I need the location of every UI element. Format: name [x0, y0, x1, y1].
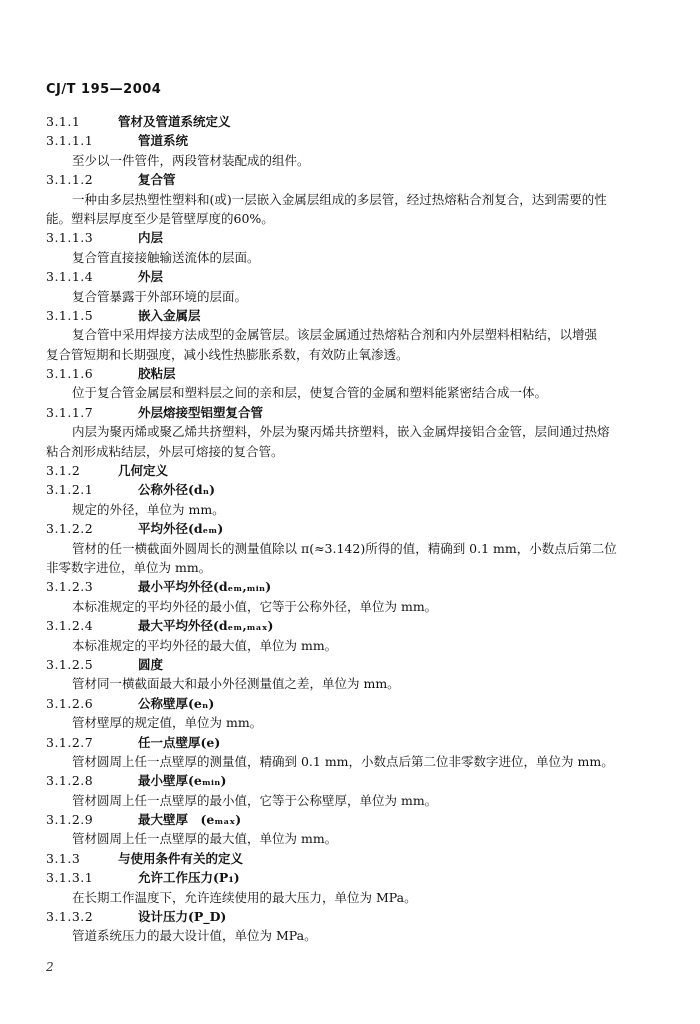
clause-title: 内层 — [138, 230, 164, 246]
clause-number: 3.1.2.7 — [46, 734, 94, 750]
clause-number: 3.1.1.7 — [46, 404, 94, 420]
clause-heading — [46, 771, 656, 790]
clause-body: 管材圆周上任一点壁厚的最小值，它等于公称壁厚，单位为 mm。 — [72, 792, 438, 808]
clause-number: 3.1.2.9 — [46, 812, 94, 828]
clause-number: 3.1.3.1 — [46, 870, 94, 886]
clause-body-continued: 能。塑料层厚度至少是管壁厚度的60%。 — [46, 210, 274, 226]
section-number: 3.1.2 — [46, 463, 81, 479]
clause-heading — [46, 364, 656, 383]
clause-heading — [46, 694, 656, 713]
clause-heading — [46, 306, 656, 325]
section-heading — [46, 112, 656, 131]
clause-title: 胶粘层 — [138, 366, 176, 382]
clause-body: 管材壁厚的规定值，单位为 mm。 — [72, 715, 263, 731]
clause-heading — [46, 519, 656, 538]
clause-body: 管材同一横截面最大和最小外径测量值之差，单位为 mm。 — [72, 676, 400, 692]
clause-title: 设计压力(P_D) — [138, 909, 227, 925]
clause-body: 规定的外径，单位为 mm。 — [72, 501, 225, 517]
clause-body: 管道系统压力的最大设计值，单位为 MPa。 — [72, 928, 317, 944]
clause-body-continued: 非零数字进位，单位为 mm。 — [46, 559, 212, 575]
section-title: 管材及管道系统定义 — [118, 114, 231, 129]
clause-number: 3.1.1.4 — [46, 269, 94, 285]
clause-body: 一种由多层热塑性塑料和(或)一层嵌入金属层组成的多层管，经过热熔粘合剂复合，达到需要的性 — [72, 191, 607, 207]
clause-number: 3.1.1.6 — [46, 366, 94, 382]
clause-number: 3.1.2.1 — [46, 482, 94, 498]
section-title: 几何定义 — [118, 463, 169, 479]
clause-body: 管材的任一横截面外圆周长的测量值除以 π(≈3.142)所得的值，精确到 0.1 mm，小数点后第二位 — [72, 540, 617, 556]
clause-heading — [46, 616, 656, 635]
clause-title: 公称壁厚(eₙ) — [138, 695, 215, 711]
clause-number: 3.1.3.2 — [46, 909, 94, 925]
clause-body: 复合管中采用焊接方法成型的金属管层。该层金属通过热熔粘合剂和内外层塑料相粘结，以增强 — [72, 327, 598, 343]
clause-body-continued: 复合管短期和长期强度，减小线性热膨胀系数，有效防止氧渗透。 — [46, 346, 409, 362]
clause-heading — [46, 577, 656, 596]
clause-body-continued: 粘合剂形成粘结层，外层可熔接的复合管。 — [46, 443, 284, 459]
clause-title: 外层 — [138, 269, 164, 285]
section-number: 3.1.3 — [46, 850, 81, 866]
document-body — [46, 112, 656, 946]
clause-title: 圆度 — [138, 656, 164, 672]
clause-number: 3.1.2.4 — [46, 618, 94, 634]
clause-body: 内层为聚丙烯或聚乙烯共挤塑料，外层为聚丙烯共挤塑料，嵌入金属焊接铝合金管，层间通过热熔 — [72, 424, 610, 440]
clause-number: 3.1.1.5 — [46, 307, 94, 323]
clause-body: 至少以一件管件，两段管材装配成的组件。 — [72, 152, 310, 168]
clause-number: 3.1.2.8 — [46, 773, 94, 789]
clause-title: 最小平均外径(dₑₘ,ₘᵢₙ) — [138, 579, 272, 595]
clause-body: 本标准规定的平均外径的最大值，单位为 mm。 — [72, 637, 338, 653]
clause-body: 复合管暴露于外部环境的层面。 — [72, 288, 248, 304]
clause-number: 3.1.2.5 — [46, 656, 94, 672]
clause-title: 最大平均外径(dₑₘ,ₘₐₓ) — [138, 618, 274, 634]
clause-heading — [46, 267, 656, 286]
clause-title: 公称外径(dₙ) — [138, 482, 216, 498]
clause-body: 位于复合管金属层和塑料层之间的亲和层，使复合管的金属和塑料能紧密结合成一体。 — [72, 385, 548, 401]
section-heading — [46, 849, 656, 868]
clause-title: 任一点壁厚(e) — [138, 734, 221, 750]
clause-title: 允许工作压力(P₁) — [138, 870, 240, 886]
clause-number: 3.1.2.3 — [46, 579, 94, 595]
clause-title: 最大壁厚 (eₘₐₓ) — [138, 812, 242, 828]
clause-number: 3.1.1.3 — [46, 230, 94, 246]
clause-title: 外层熔接型铝塑复合管 — [138, 404, 264, 420]
clause-number: 3.1.1.1 — [46, 133, 94, 149]
clause-number: 3.1.2.2 — [46, 521, 94, 537]
clause-heading — [46, 655, 656, 674]
clause-title: 最小壁厚(eₘᵢₙ) — [138, 773, 227, 789]
clause-body: 管材圆周上任一点壁厚的最大值，单位为 mm。 — [72, 831, 338, 847]
clause-heading — [46, 480, 656, 499]
section-title: 与使用条件有关的定义 — [118, 850, 244, 866]
section-number: 3.1.1 — [46, 114, 81, 129]
clause-heading — [46, 810, 656, 829]
clause-title: 平均外径(dₑₘ) — [138, 521, 224, 537]
clause-heading — [46, 907, 656, 926]
clause-number: 3.1.1.2 — [46, 172, 94, 188]
clause-body: 管材圆周上任一点壁厚的测量值，精确到 0.1 mm，小数点后第二位非零数字进位，单位为 mm。 — [72, 753, 614, 769]
clause-title: 管道系统 — [138, 133, 189, 149]
clause-body: 本标准规定的平均外径的最小值，它等于公称外径，单位为 mm。 — [72, 598, 438, 614]
document-code: CJ/T 195—2004 — [46, 82, 162, 97]
clause-title: 复合管 — [138, 172, 176, 188]
clause-number: 3.1.2.6 — [46, 695, 94, 711]
clause-heading — [46, 868, 656, 887]
clause-body: 复合管直接接触输送流体的层面。 — [72, 249, 260, 265]
page-number: 2 — [46, 960, 54, 974]
section-heading — [46, 461, 656, 480]
clause-heading — [46, 170, 656, 189]
clause-heading — [46, 131, 656, 150]
clause-title: 嵌入金属层 — [138, 307, 201, 323]
clause-heading — [46, 228, 656, 247]
clause-heading — [46, 403, 656, 422]
clause-body: 在长期工作温度下，允许连续使用的最大压力，单位为 MPa。 — [72, 889, 417, 905]
clause-heading — [46, 733, 656, 752]
